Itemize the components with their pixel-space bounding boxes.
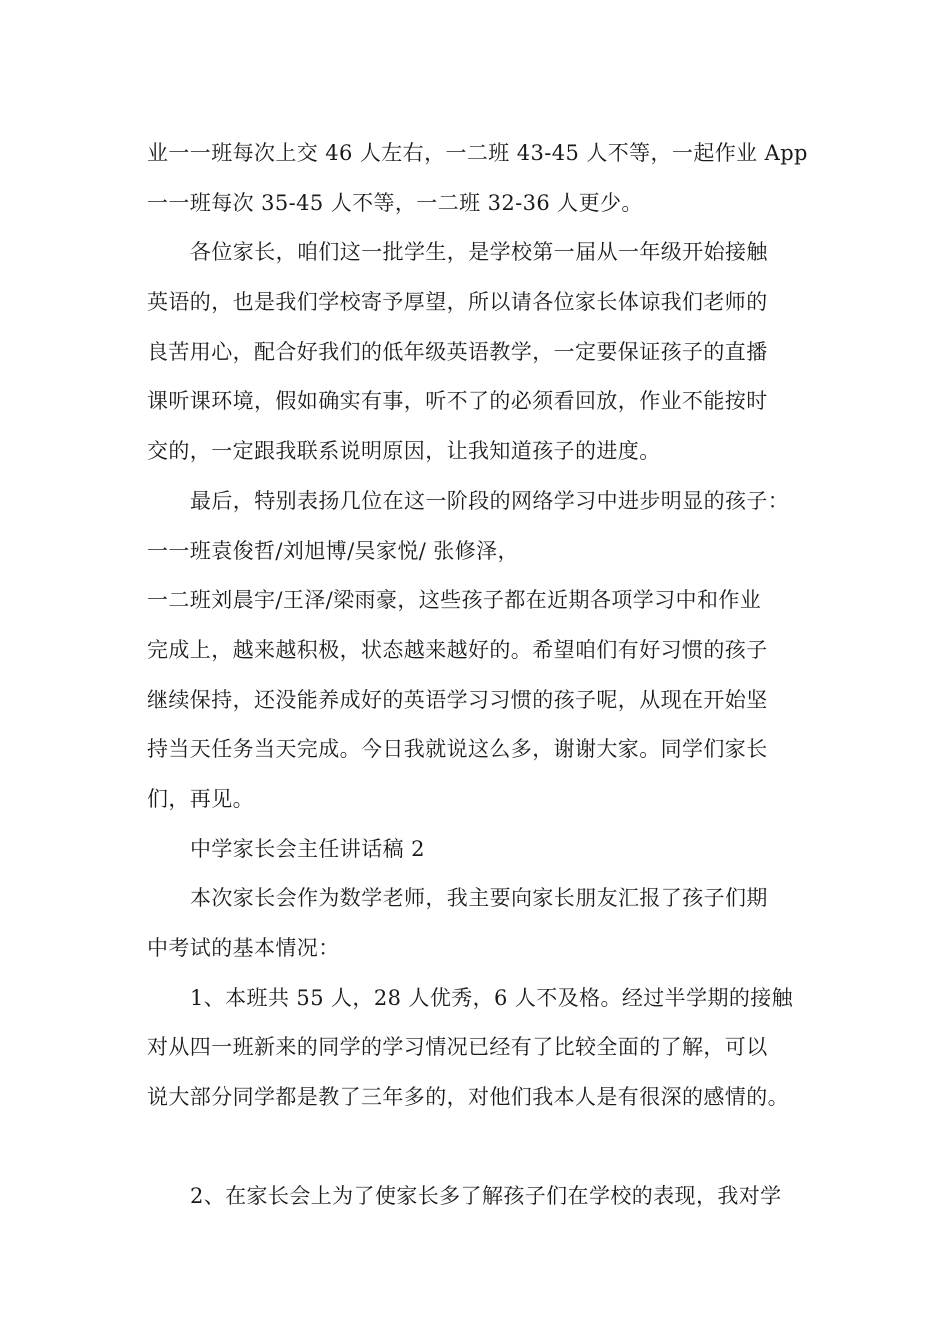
paragraph-line: 一一班每次 35-45 人不等，一二班 32-36 人更少。 xyxy=(147,191,643,215)
paragraph-line: 说大部分同学都是教了三年多的，对他们我本人是有很深的感情的。 xyxy=(147,1085,789,1109)
section-heading: 中学家长会主任讲话稿 2 xyxy=(190,837,425,861)
paragraph-line: 们，再见。 xyxy=(147,787,254,811)
paragraph-line: 各位家长，咱们这一批学生，是学校第一届从一年级开始接触 xyxy=(190,240,768,264)
paragraph-line: 交的，一定跟我联系说明原因，让我知道孩子的进度。 xyxy=(147,439,661,463)
paragraph-line: 一二班刘晨宇/王泽/梁雨豪，这些孩子都在近期各项学习中和作业 xyxy=(147,588,762,612)
paragraph-line: 本次家长会作为数学老师，我主要向家长朋友汇报了孩子们期 xyxy=(190,886,768,910)
paragraph-line: 业一一班每次上交 46 人左右，一二班 43-45 人不等，一起作业 App xyxy=(147,141,808,165)
paragraph-line: 英语的，也是我们学校寄予厚望，所以请各位家长体谅我们老师的 xyxy=(147,290,768,314)
paragraph-line: 2、在家长会上为了使家长多了解孩子们在学校的表现，我对学 xyxy=(190,1184,782,1208)
paragraph-line: 中考试的基本情况： xyxy=(147,936,340,960)
paragraph-line: 持当天任务当天完成。今日我就说这么多，谢谢大家。同学们家长 xyxy=(147,737,768,761)
paragraph-line: 一一班袁俊哲/刘旭博/吴家悦/ 张修泽， xyxy=(147,539,519,563)
paragraph-line: 最后，特别表扬几位在这一阶段的网络学习中进步明显的孩子： xyxy=(190,489,790,513)
paragraph-line: 课听课环境，假如确实有事，听不了的必须看回放，作业不能按时 xyxy=(147,389,768,413)
paragraph-line: 1、本班共 55 人，28 人优秀，6 人不及格。经过半学期的接触 xyxy=(190,986,794,1010)
paragraph-line: 继续保持，还没能养成好的英语学习习惯的孩子呢，从现在开始坚 xyxy=(147,688,768,712)
paragraph-line: 对从四一班新来的同学的学习情况已经有了比较全面的了解，可以 xyxy=(147,1035,768,1059)
paragraph-line: 完成上，越来越积极，状态越来越好的。希望咱们有好习惯的孩子 xyxy=(147,638,768,662)
paragraph-line: 良苦用心，配合好我们的低年级英语教学，一定要保证孩子的直播 xyxy=(147,340,768,364)
